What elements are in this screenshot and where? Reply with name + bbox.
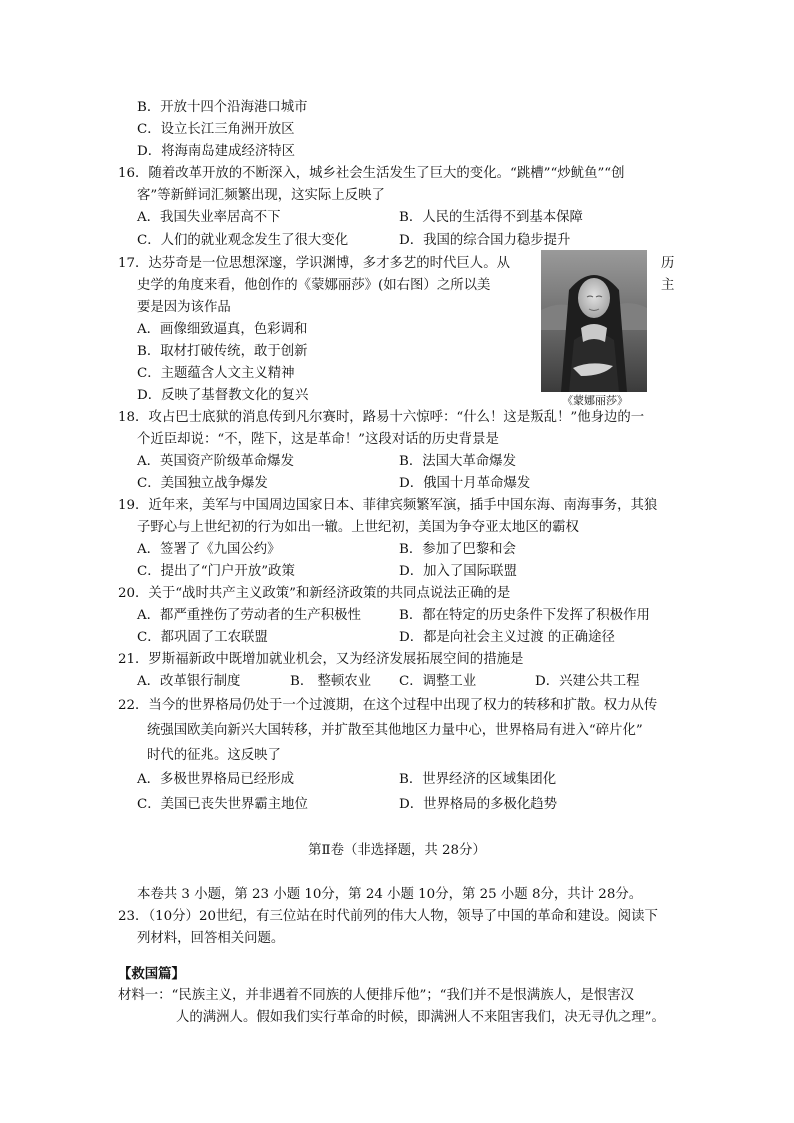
q17-option-a: A．画像细致逼真，色彩调和 <box>137 322 308 337</box>
q15-option-d: D．将海南岛建成经济特区 <box>137 144 296 159</box>
q17-option-c: C．主题蕴含人文主义精神 <box>137 366 295 381</box>
q17-stem-line1-end: 历 <box>661 256 675 271</box>
q17-stem-line2-end: 主 <box>661 278 675 293</box>
q23-stem-line1: 23．（10分）20世纪，有三位站在时代前列的伟大人物，领导了中国的革命和建设。阅读下 <box>118 909 658 924</box>
q20-option-c: C．都巩固了工农联盟 <box>137 630 268 645</box>
q17-stem-line3: 要是因为该作品 <box>137 300 231 315</box>
q22-stem-line2: 统强国欧美向新兴大国转移，并扩散至其他地区力量中心，世界格局有进入“碎片化” <box>147 723 643 738</box>
q19-option-d: D．加入了国际联盟 <box>399 564 517 579</box>
q19-option-a: A．签署了《九国公约》 <box>137 542 281 557</box>
q16-option-c: C．人们的就业观念发生了很大变化 <box>137 233 349 248</box>
q22-stem-line3: 时代的征兆。这反映了 <box>147 748 281 763</box>
q20-option-a: A．都严重挫伤了劳动者的生产积极性 <box>137 608 361 623</box>
q19-option-c: C．提出了“门户开放”政策 <box>137 564 295 579</box>
part2-title: 第Ⅱ卷（非选择题，共 28分） <box>308 843 486 858</box>
q22-option-d: D．世界格局的多极化趋势 <box>399 797 558 812</box>
part2-intro: 本卷共 3 小题，第 23 小题 10分，第 24 小题 10分，第 25 小题 8分，共计 28分。 <box>137 887 643 902</box>
q18-option-c: C．美国独立战争爆发 <box>137 476 268 491</box>
q20-option-d: D．都是向社会主义过渡 的正确途径 <box>399 630 615 645</box>
q17-stem-line2: 史学的角度来看，他创作的《蒙娜丽莎》(如右图）之所以美 <box>137 278 491 293</box>
q16-option-b: B．人民的生活得不到基本保障 <box>399 210 583 225</box>
q18-stem-line2: 个近臣却说：“不，陛下，这是革命！”这段对话的历史背景是 <box>137 432 499 447</box>
q21-option-d: D．兴建公共工程 <box>535 674 640 689</box>
q16-option-a: A．我国失业率居高不下 <box>137 210 281 225</box>
q20-stem-line1: 20．关于“战时共产主义政策”和新经济政策的共同点说法正确的是 <box>118 586 511 601</box>
q19-stem-line2: 子野心与上世纪初的行为如出一辙。上世纪初，美国为争夺亚太地区的霸权 <box>137 520 579 535</box>
q16-stem-line1: 16．随着改革开放的不断深入，城乡社会生活发生了巨大的变化。“跳槽”“炒鱿鱼”“创 <box>118 166 625 181</box>
q21-stem-line1: 21．罗斯福新政中既增加就业机会，又为经济发展拓展空间的措施是 <box>118 652 524 667</box>
q20-option-b: B．都在特定的历史条件下发挥了积极作用 <box>399 608 650 623</box>
section-heading-jiuguo: 【救国篇】 <box>118 966 185 982</box>
q17-stem-line1: 17．达芬奇是一位思想深邃，学识渊博，多才多艺的时代巨人。从 <box>118 256 510 271</box>
q22-option-a: A．多极世界格局已经形成 <box>137 772 294 787</box>
q21-option-b: B． 整顿农业 <box>290 674 372 689</box>
mona-lisa-drawing <box>541 250 647 392</box>
q16-option-d: D．我国的综合国力稳步提升 <box>399 233 571 248</box>
mona-lisa-caption: 《蒙娜丽莎》 <box>562 394 628 407</box>
q22-option-b: B．世界经济的区域集团化 <box>399 772 557 787</box>
q15-option-c: C．设立长江三角洲开放区 <box>137 122 295 137</box>
q18-option-d: D．俄国十月革命爆发 <box>399 476 531 491</box>
q22-stem-line1: 22．当今的世界格局仍处于一个过渡期，在这个过程中出现了权力的转移和扩散。权力从传 <box>118 698 658 713</box>
q21-option-c: C．调整工业 <box>399 674 477 689</box>
q19-option-b: B．参加了巴黎和会 <box>399 542 516 557</box>
q22-option-c: C．美国已丧失世界霸主地位 <box>137 797 308 812</box>
mona-lisa-image <box>541 250 647 392</box>
material1-line1: 材料一：“民族主义，并非遇着不同族的人便排斥他”；“我们并不是恨满族人，是恨害汉 <box>118 988 634 1003</box>
q23-stem-line2: 列材料，回答相关问题。 <box>137 931 285 946</box>
q15-option-b: B．开放十四个沿海港口城市 <box>137 100 308 115</box>
q17-option-b: B．取材打破传统，敢于创新 <box>137 344 308 359</box>
q19-stem-line1: 19．近年来，美军与中国周边国家日本、菲律宾频繁军演，插手中国东海、南海事务，其狼 <box>118 498 658 513</box>
q17-option-d: D．反映了基督教文化的复兴 <box>137 388 309 403</box>
q21-option-a: A．改革银行制度 <box>137 674 241 689</box>
q18-option-a: A．英国资产阶级革命爆发 <box>137 454 294 469</box>
q16-stem-line2: 客”等新鲜词汇频繁出现，这实际上反映了 <box>137 188 385 203</box>
q18-option-b: B．法国大革命爆发 <box>399 454 516 469</box>
material1-line2: 人的满洲人。假如我们实行革命的时候，即满洲人不来阻害我们，决无寻仇之理”。 <box>176 1010 665 1025</box>
q18-stem-line1: 18．攻占巴士底狱的消息传到凡尔赛时，路易十六惊呼：“什么！这是叛乱！”他身边的一 <box>118 410 645 425</box>
